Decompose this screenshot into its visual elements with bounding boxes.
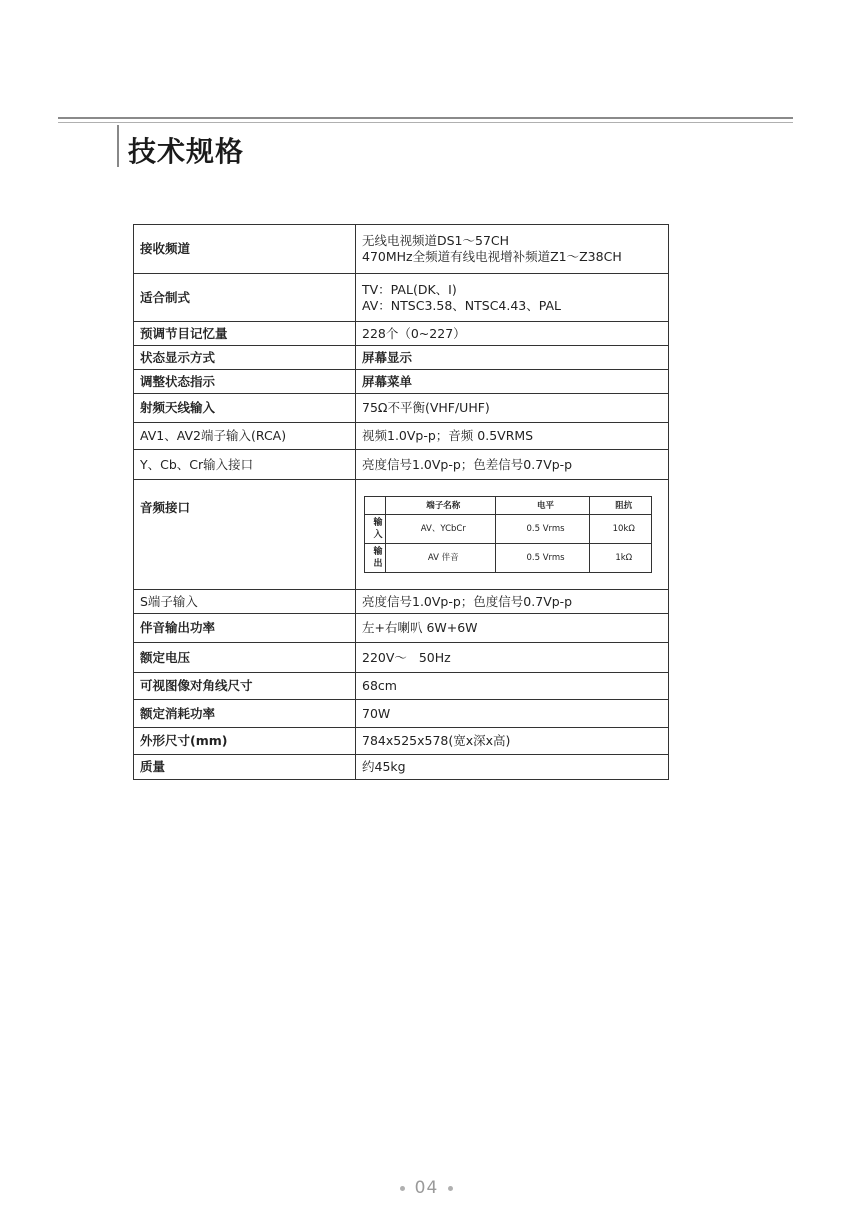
spec-key: 额定电压 xyxy=(134,643,356,673)
audio-output-label: 输出 xyxy=(365,544,386,573)
spec-key: 射频天线输入 xyxy=(134,394,356,423)
audio-cell: 0.5 Vrms xyxy=(495,544,590,573)
table-row xyxy=(134,590,669,614)
audio-input-row xyxy=(365,515,652,544)
table-row xyxy=(134,728,669,755)
audio-table xyxy=(364,496,652,573)
spec-key: 接收频道 xyxy=(134,225,356,274)
page-title: 技术规格 xyxy=(128,135,245,168)
spec-value: 220V～ 50Hz xyxy=(356,643,669,673)
spec-value xyxy=(356,225,669,274)
spec-key: 适合制式 xyxy=(134,274,356,322)
audio-cell: 0.5 Vrms xyxy=(495,515,590,544)
page-number-text: 04 xyxy=(414,1178,439,1198)
spec-value-line: 470MHz全频道有线电视增补频道Z1～Z38CH xyxy=(362,249,622,264)
spec-value: 约45kg xyxy=(356,755,669,780)
table-row xyxy=(134,225,669,274)
audio-table-header xyxy=(365,497,652,515)
table-row xyxy=(134,614,669,643)
spec-value: 亮度信号1.0Vp-p；色差信号0.7Vp-p xyxy=(356,450,669,480)
spec-value-line: AV：NTSC3.58、NTSC4.43、PAL xyxy=(362,297,562,313)
table-row xyxy=(134,643,669,673)
spec-value: 屏幕菜单 xyxy=(356,370,669,394)
table-row xyxy=(134,673,669,700)
spec-value: 75Ω不平衡(VHF/UHF) xyxy=(356,394,669,423)
table-row xyxy=(134,370,669,394)
table-row xyxy=(134,755,669,780)
table-row xyxy=(134,394,669,423)
title-bar xyxy=(117,125,119,167)
table-row xyxy=(134,450,669,480)
audio-output-row xyxy=(365,544,652,573)
spec-value-line: TV：PAL(DK、I) xyxy=(362,281,457,297)
spec-key: 质量 xyxy=(134,755,356,780)
spec-key: 额定消耗功率 xyxy=(134,700,356,728)
audio-cell: 1kΩ xyxy=(590,544,652,573)
spec-key: 音频接口 xyxy=(134,480,356,590)
spec-key: S端子输入 xyxy=(134,590,356,614)
spec-value: 68cm xyxy=(356,673,669,700)
table-row xyxy=(134,480,669,590)
table-row xyxy=(134,423,669,450)
spec-key: 状态显示方式 xyxy=(134,346,356,370)
table-row xyxy=(134,322,669,346)
audio-interface-cell xyxy=(356,480,669,590)
audio-col-level: 电平 xyxy=(495,497,590,515)
table-row xyxy=(134,700,669,728)
spec-value: 亮度信号1.0Vp-p；色度信号0.7Vp-p xyxy=(356,590,669,614)
spec-key: AV1、AV2端子输入(RCA) xyxy=(134,423,356,450)
spec-value: 屏幕显示 xyxy=(356,346,669,370)
spec-key: 可视图像对角线尺寸 xyxy=(134,673,356,700)
spec-value xyxy=(356,274,669,322)
table-row xyxy=(134,346,669,370)
bullet-dot xyxy=(400,1186,405,1191)
spec-value-line: 无线电视频道DS1～57CH xyxy=(362,233,510,248)
spec-key: 外形尺寸(mm) xyxy=(134,728,356,755)
audio-col-terminal: 端子名称 xyxy=(386,497,496,515)
spec-value: 784x525x578(宽x深x高) xyxy=(356,728,669,755)
audio-cell: AV、YCbCr xyxy=(386,515,496,544)
bullet-dot xyxy=(448,1186,453,1191)
spec-value: 70W xyxy=(356,700,669,728)
spec-key: 调整状态指示 xyxy=(134,370,356,394)
top-rule-thin xyxy=(58,122,793,123)
spec-value: 左+右喇叭 6W+6W xyxy=(356,614,669,643)
page-number xyxy=(0,1178,853,1198)
audio-cell: AV 伴音 xyxy=(386,544,496,573)
spec-key: 伴音输出功率 xyxy=(134,614,356,643)
spec-value: 视频1.0Vp-p；音频 0.5VRMS xyxy=(356,423,669,450)
audio-col-impedance: 阻抗 xyxy=(590,497,652,515)
spec-key: 预调节目记忆量 xyxy=(134,322,356,346)
spec-value: 228个（0~227） xyxy=(356,322,669,346)
top-rule xyxy=(58,117,793,119)
table-row xyxy=(134,274,669,322)
audio-input-label: 输入 xyxy=(365,515,386,544)
spec-key: Y、Cb、Cr输入接口 xyxy=(134,450,356,480)
spec-table xyxy=(133,224,669,780)
audio-cell: 10kΩ xyxy=(590,515,652,544)
